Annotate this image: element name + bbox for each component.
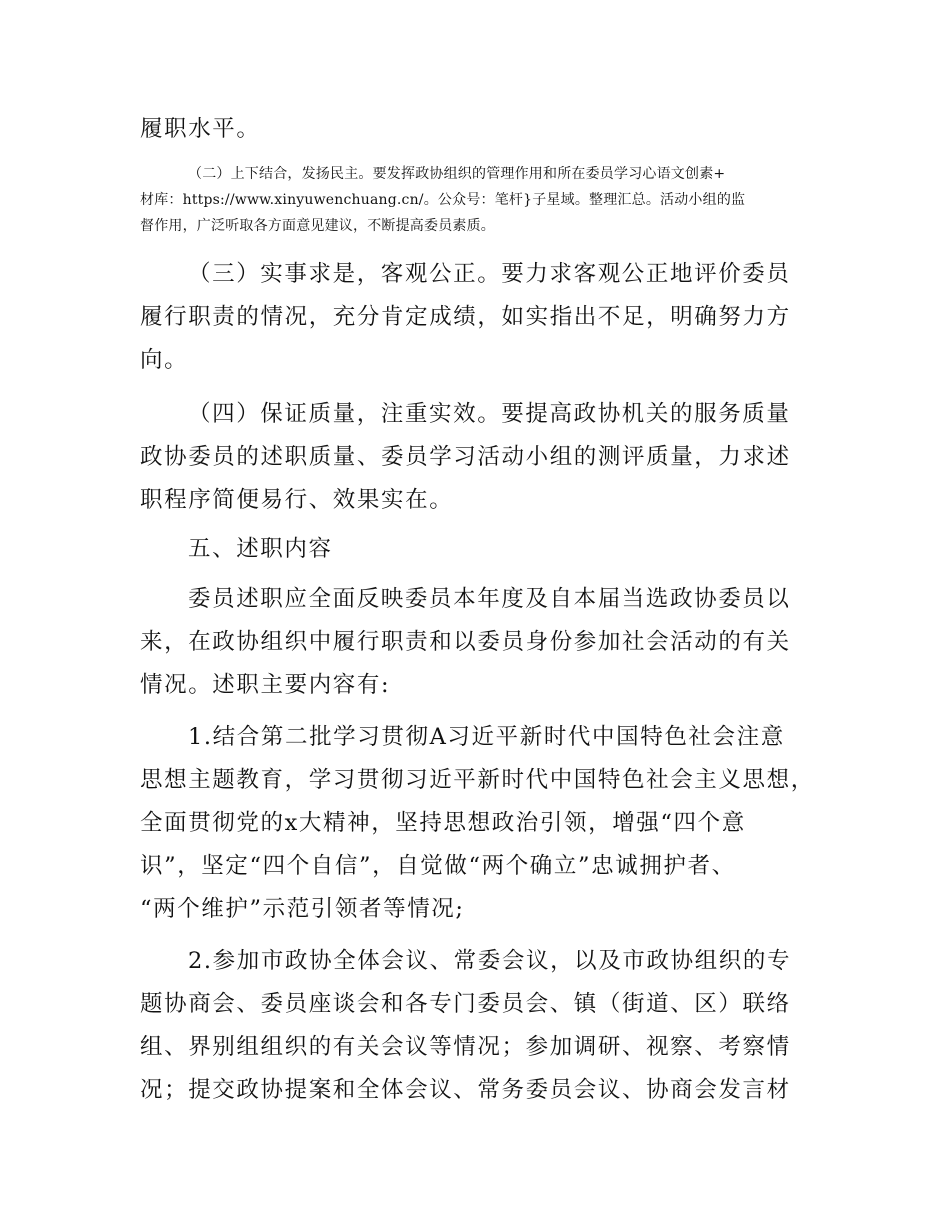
paragraph-section-3 — [140, 253, 810, 382]
text-line: 识”，坚定“四个自信”，自觉做“两个确立”忠诚拥护者、 — [140, 853, 736, 879]
text-line: 来，在政协组织中履行职责和以委员身份参加社会活动的有关 — [140, 629, 791, 655]
list-item-1 — [140, 716, 815, 931]
text-line: 向。 — [140, 347, 189, 373]
text-line: 况；提交政协提案和全体会议、常务委员会议、协商会发言材 — [140, 1077, 791, 1103]
text-line: 1.结合第二批学习贯彻A习近平新时代中国特色社会注意 — [188, 724, 785, 750]
text-line: 情况。述职主要内容有: — [140, 672, 391, 698]
text-line: （四）保证质量，注重实效。要提高政协机关的服务质量 — [188, 401, 791, 427]
text-line: 政协委员的述职质量、委员学习活动小组的测评质量，力求述 — [140, 444, 791, 470]
text-line: 材库：https://www.xinyuwenchuang.cn/。公众号：笔杆}子星域。整理汇总。活动小组的监 — [140, 192, 746, 208]
text-line: 履行职责的情况，充分肯定成绩，如实指出不足，明确努力方 — [140, 304, 791, 330]
paragraph-intro — [140, 578, 810, 707]
text-line: 组、界别组组织的有关会议等情况；参加调研、视察、考察情 — [140, 1034, 791, 1060]
list-item-2 — [140, 940, 810, 1112]
paragraph-section-2 — [140, 161, 810, 239]
section-heading-5 — [140, 528, 810, 571]
text-line: 题协商会、委员座谈会和各专门委员会、镇（街道、区）联络 — [140, 991, 791, 1017]
text-line: （三）实事求是，客观公正。要力求客观公正地评价委员 — [188, 261, 791, 287]
paragraph-closing-line — [140, 108, 810, 151]
text-line: 履职水平。 — [140, 116, 261, 142]
text-line: 督作用，广泛听取各方面意见建议，不断提高委员素质。 — [140, 218, 495, 234]
text-line: （二）上下结合，发扬民主。要发挥政协组织的管理作用和所在委员学习心语文创素+ — [188, 166, 726, 182]
text-line: 2.参加市政协全体会议、常委会议，以及市政协组织的专 — [188, 948, 792, 974]
paragraph-section-4 — [140, 393, 810, 522]
text-line: 全面贯彻党的x大精神，坚持思想政治引领，增强“四个意 — [140, 810, 746, 836]
heading-text: 五、述职内容 — [188, 536, 333, 562]
text-line: 职程序简便易行、效果实在。 — [140, 487, 454, 513]
text-line: 思想主题教育，学习贯彻习近平新时代中国特色社会主义思想， — [140, 767, 815, 793]
text-line: 委员述职应全面反映委员本年度及自本届当选政协委员以 — [188, 586, 791, 612]
text-line: “两个维护”示范引领者等情况; — [140, 896, 465, 922]
